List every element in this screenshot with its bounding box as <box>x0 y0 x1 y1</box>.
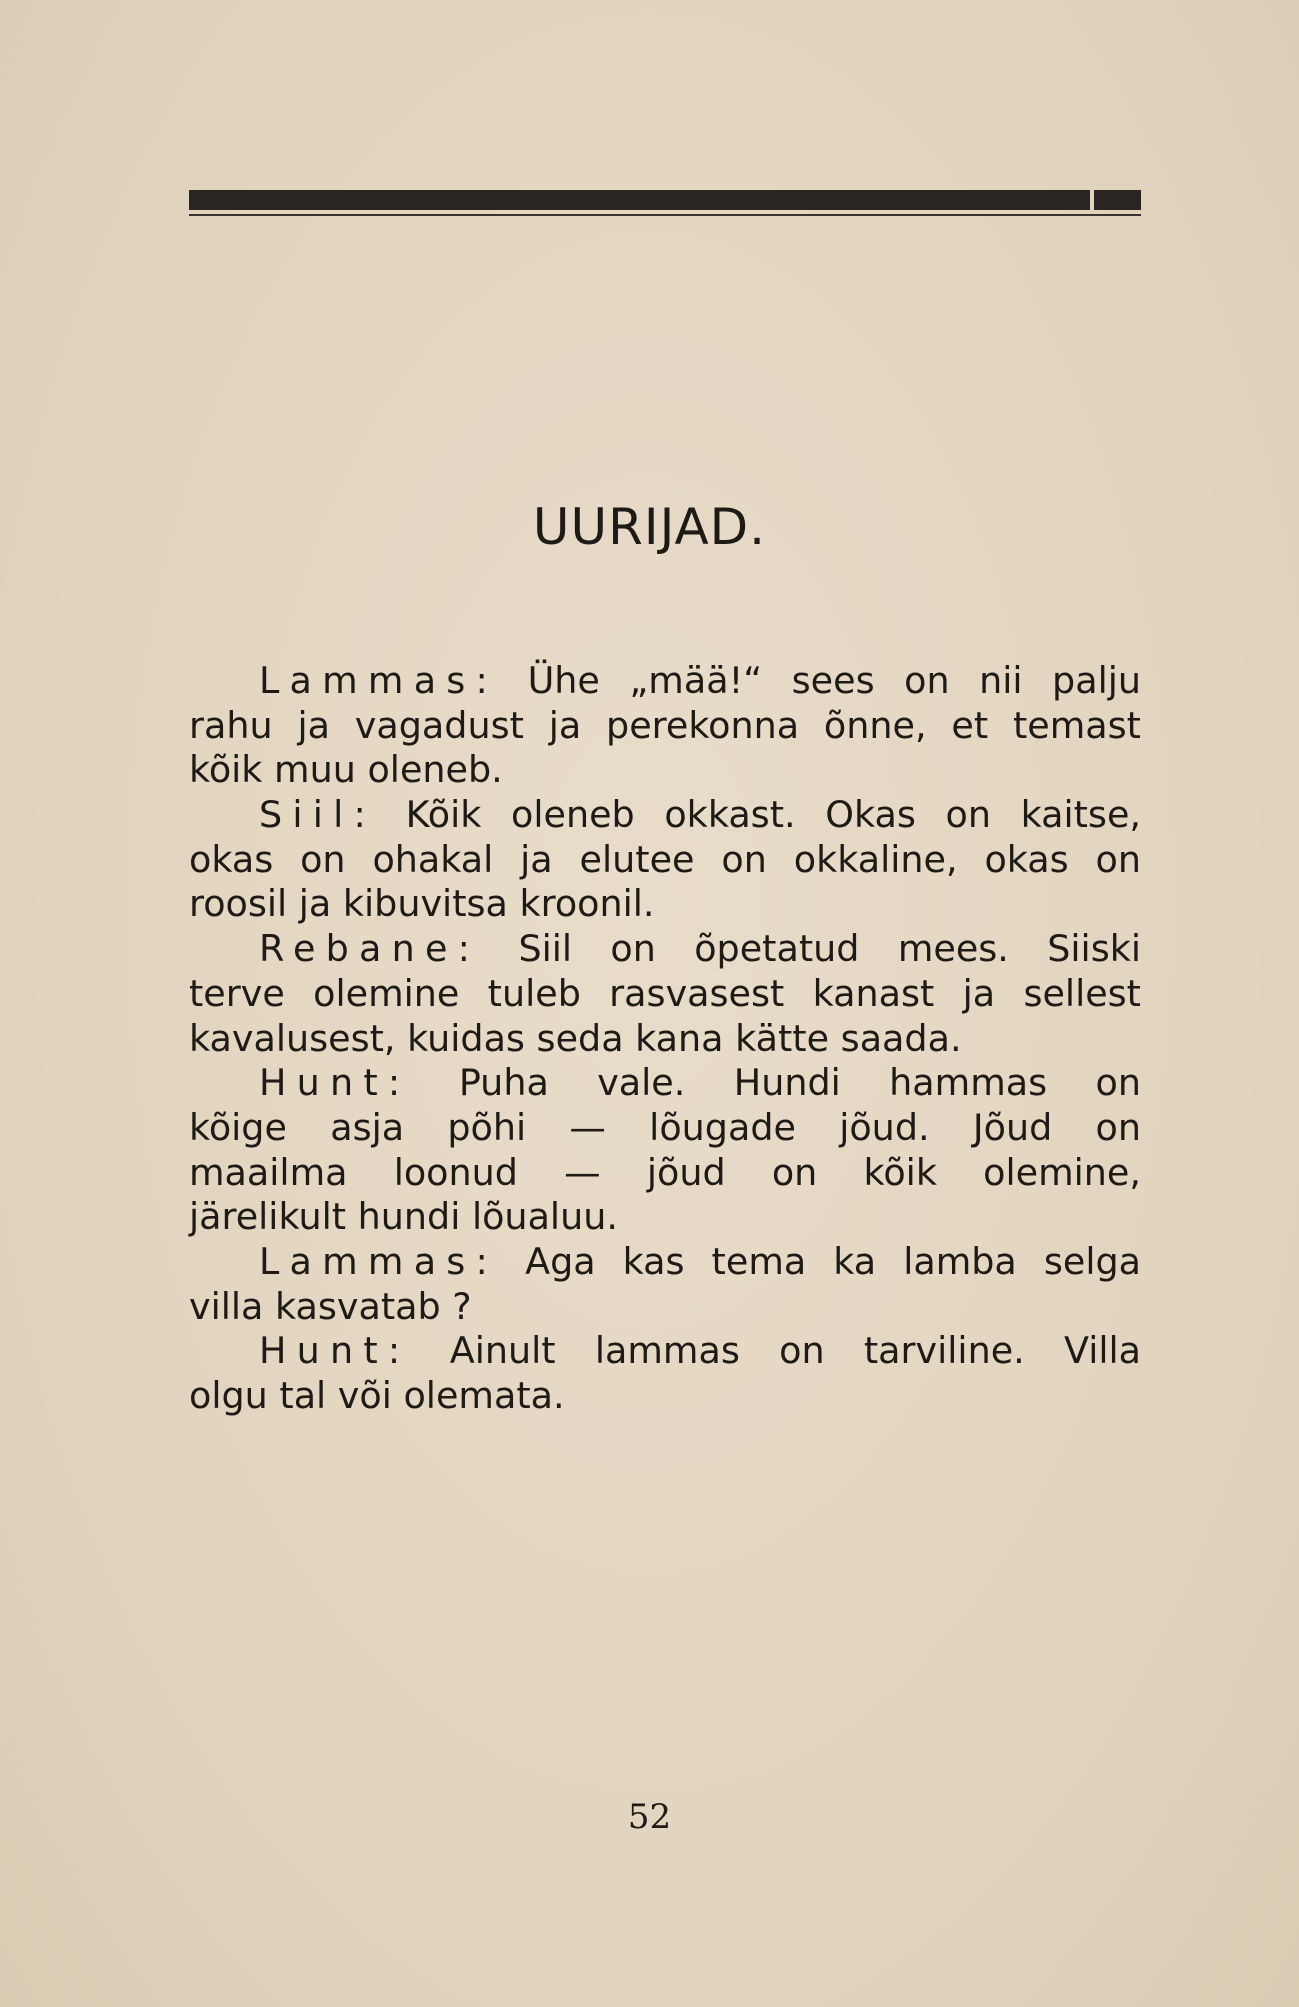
speaker-name: Rebane: <box>259 927 481 971</box>
text-line: olgu tal või olemata. <box>189 1374 565 1417</box>
header-rule-end-block <box>1094 190 1141 210</box>
text-line: Siil: Kõik oleneb okkast. Okas on kaitse, <box>259 793 1141 837</box>
text-line: Hunt: Ainult lammas on tarviline. Villa <box>259 1329 1142 1373</box>
text-line: Lammas: Aga kas tema ka lamba selga <box>259 1239 1141 1283</box>
text-line: maailma loonud — jõud on kõik olemine, <box>189 1150 1141 1194</box>
text-line: kavalusest, kuidas seda kana kätte saada. <box>189 1016 962 1060</box>
header-rule-bar <box>189 190 1090 210</box>
text-line: kõige asja põhi — lõugade jõud. Jõud on <box>189 1105 1141 1149</box>
speaker-name: Siil: <box>259 793 376 837</box>
speaker-name: Lammas: <box>259 659 499 702</box>
speaker-name: Lammas: <box>259 1239 499 1283</box>
header-rule-thin-line <box>189 214 1141 216</box>
speaker-name: Hunt: <box>259 1061 411 1105</box>
page-number: 52 <box>627 1797 672 1837</box>
chapter-title: UURIJAD. <box>532 498 767 556</box>
header-rule <box>189 190 1141 216</box>
text-line: okas on ohakal ja elutee on okkaline, okas on <box>189 837 1141 881</box>
text-line: järelikult hundi lõualuu. <box>189 1195 618 1239</box>
text-line: villa kasvatab ? <box>189 1284 472 1328</box>
dialogue-text <box>189 659 1141 1419</box>
text-line: rahu ja vagadust ja perekonna õnne, et temast <box>189 703 1141 747</box>
text-line: Rebane: Siil on õpetatud mees. Siiski <box>259 927 1141 971</box>
header-rule-thick <box>189 190 1141 210</box>
text-line: Lammas: Ühe „mää!“ sees on nii palju <box>259 659 1141 702</box>
speaker-name: Hunt: <box>259 1329 411 1373</box>
text-line: Hunt: Puha vale. Hundi hammas on <box>259 1061 1141 1105</box>
text-line: roosil ja kibuvitsa kroonil. <box>189 882 655 926</box>
text-line: terve olemine tuleb rasvasest kanast ja sellest <box>189 971 1141 1015</box>
text-line: kõik muu oleneb. <box>189 748 503 792</box>
